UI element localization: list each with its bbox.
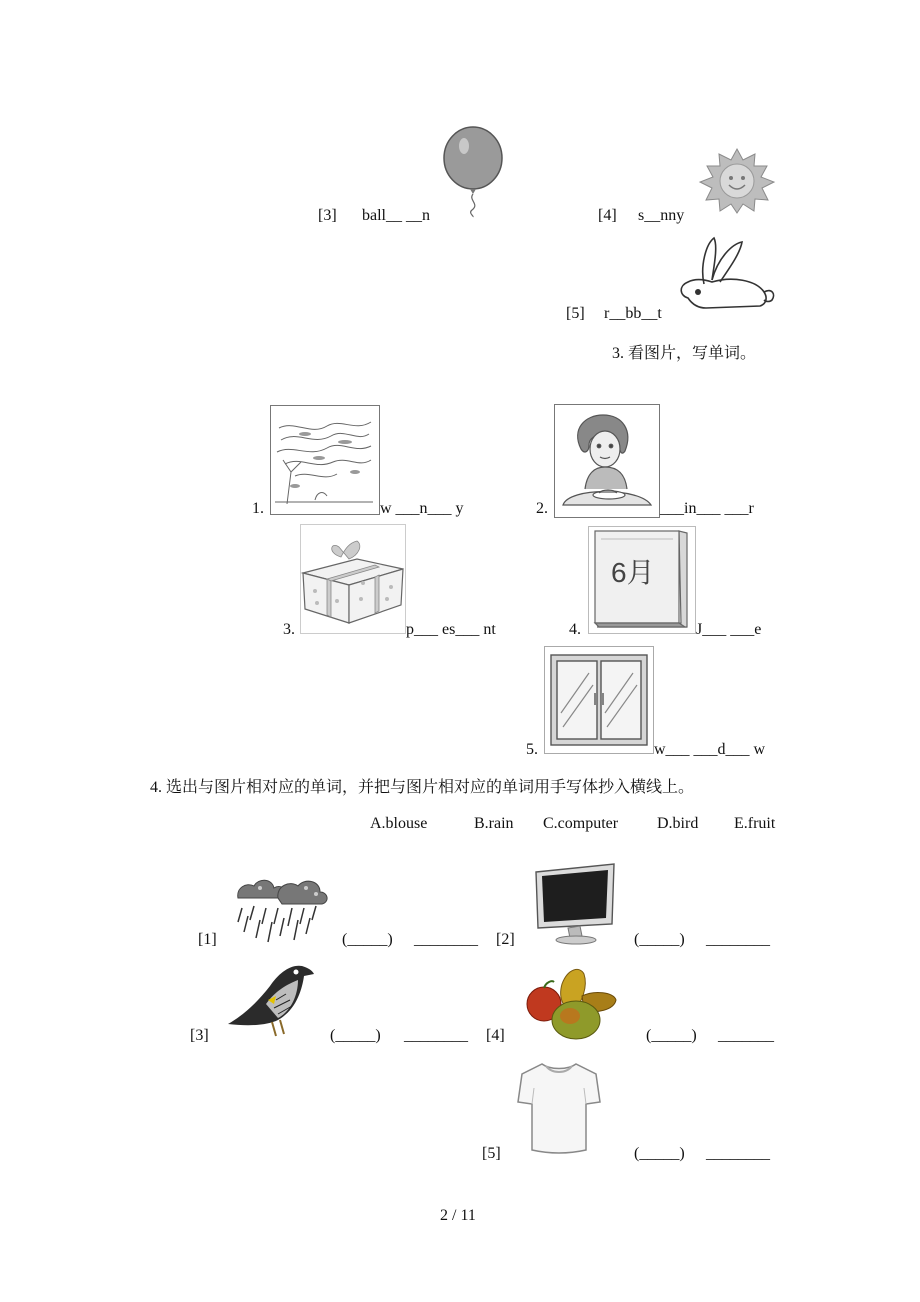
item-label: [5]: [566, 305, 585, 322]
rain-icon: [234, 876, 330, 948]
computer-icon: [532, 862, 618, 946]
item-label: [4]: [486, 1027, 505, 1044]
item-label: 5.: [526, 741, 538, 758]
item-label: 1.: [252, 500, 264, 517]
picture-frame: [544, 646, 654, 754]
fill-word: s__nny: [638, 207, 685, 224]
picture-frame: [300, 524, 406, 634]
answer-blank[interactable]: (_____): [634, 1145, 685, 1162]
option-d: D.bird: [657, 815, 699, 832]
picture-frame: [270, 405, 380, 515]
answer-blank[interactable]: (_____): [634, 931, 685, 948]
answer-blank[interactable]: (_____): [342, 931, 393, 948]
sun-icon: [696, 148, 778, 214]
fill-word: p___ es___ nt: [406, 621, 496, 638]
item-label: [5]: [482, 1145, 501, 1162]
answer-blank[interactable]: (_____): [330, 1027, 381, 1044]
gift-box-icon: [301, 539, 405, 625]
option-b: B.rain: [474, 815, 514, 832]
item-label: [2]: [496, 931, 515, 948]
girl-dinner-icon: [559, 409, 655, 509]
item-label: 2.: [536, 500, 548, 517]
fill-word: w ___n___ y: [380, 500, 464, 517]
option-c: C.computer: [543, 815, 619, 832]
fill-word: ball__ __n: [362, 207, 430, 224]
bird-icon: [226, 960, 316, 1042]
write-line[interactable]: _______: [718, 1027, 774, 1044]
fill-word: ___in___ ___r: [660, 500, 754, 517]
fruit-icon: [522, 964, 618, 1042]
fill-word: w___ ___d___ w: [654, 741, 766, 758]
write-line[interactable]: ________: [404, 1027, 468, 1044]
option-e: E.fruit: [734, 815, 776, 832]
tshirt-icon: [516, 1058, 602, 1156]
section-title: 3. 看图片，写单词。: [612, 345, 757, 362]
section-title: 4. 选出与图片相对应的单词，并把与图片相对应的单词用手写体抄入横线上。: [150, 779, 695, 796]
page-number: 2 / 11: [440, 1207, 476, 1224]
picture-frame: [588, 526, 696, 634]
write-line[interactable]: ________: [706, 931, 770, 948]
item-label: 3.: [283, 621, 295, 638]
fill-word: J___ ___e: [696, 621, 762, 638]
rabbit-icon: [676, 236, 780, 316]
option-a: A.blouse: [370, 815, 428, 832]
write-line[interactable]: ________: [414, 931, 478, 948]
calendar-month: 6月: [611, 557, 655, 588]
write-line[interactable]: ________: [706, 1145, 770, 1162]
answer-blank[interactable]: (_____): [646, 1027, 697, 1044]
balloon-icon: [440, 126, 510, 218]
fill-word: r__bb__t: [604, 305, 662, 322]
window-icon: [549, 653, 649, 747]
item-label: 4.: [569, 621, 581, 638]
item-label: [3]: [318, 207, 337, 224]
item-label: [3]: [190, 1027, 209, 1044]
picture-frame: [554, 404, 660, 518]
windy-weather-icon: [275, 412, 375, 506]
item-label: [4]: [598, 207, 617, 224]
item-label: [1]: [198, 931, 217, 948]
